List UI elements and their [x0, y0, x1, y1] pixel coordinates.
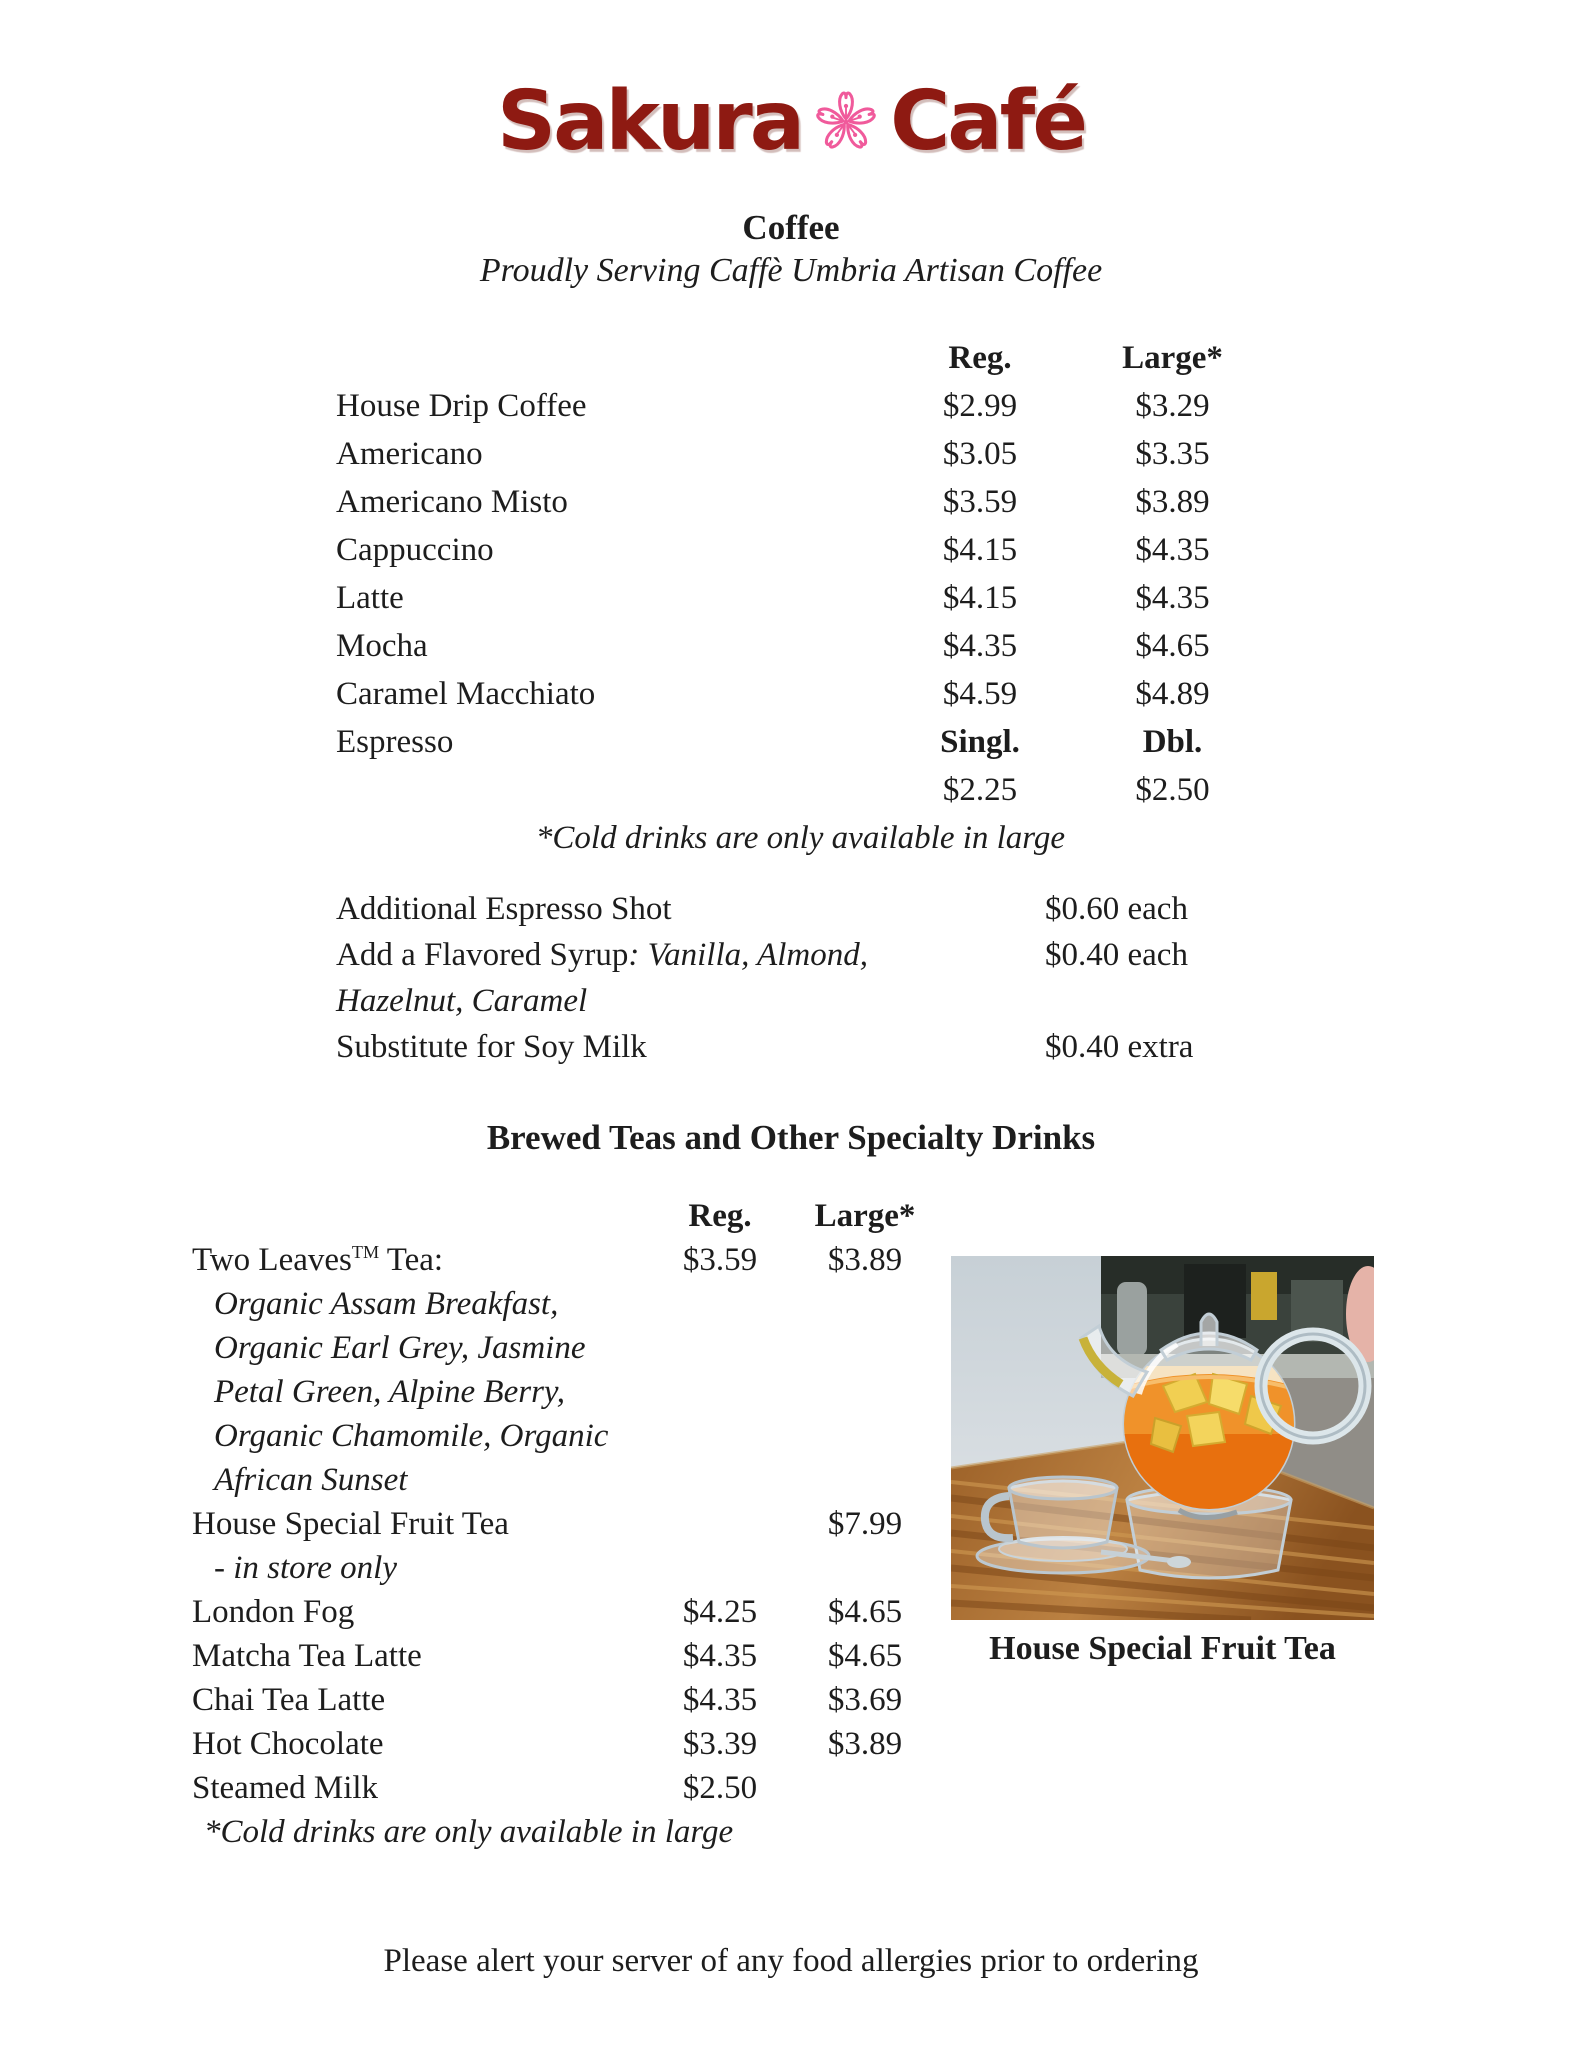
brand-logo	[0, 74, 1582, 169]
teas-section-title: Brewed Teas and Other Specialty Drinks	[486, 1118, 1096, 1157]
menu-item-row	[192, 1678, 930, 1722]
tea-variety-row	[192, 1458, 930, 1502]
item-name: Caramel Macchiato	[336, 675, 596, 712]
tea-variety-row	[192, 1282, 930, 1326]
item-price-large: $3.89	[827, 1725, 903, 1762]
item-price-reg: $2.50	[682, 1769, 758, 1806]
extra-label: Add a Flavored Syrup: Vanilla, Almond,	[336, 936, 868, 973]
fruit-tea-note-row	[192, 1546, 930, 1590]
item-name: London Fog	[192, 1593, 355, 1630]
item-name: Espresso	[336, 723, 454, 760]
item-price-reg: $3.05	[942, 435, 1018, 472]
menu-item-row	[336, 670, 1265, 718]
extra-price: $0.40 each	[1045, 936, 1188, 973]
tea-variety: Petal Green, Alpine Berry,	[214, 1373, 565, 1410]
espresso-row	[336, 718, 1265, 766]
menu-item-row	[336, 526, 1265, 574]
coffee-price-table	[336, 334, 1265, 862]
tea-variety-row	[192, 1414, 930, 1458]
coffee-section-subtitle: Proudly Serving Caffè Umbria Artisan Coffee	[479, 252, 1103, 289]
item-name: House Drip Coffee	[336, 387, 587, 424]
item-price-large: $3.29	[1135, 387, 1210, 424]
item-price-reg: $4.35	[682, 1637, 758, 1674]
coffee-section-title: Coffee	[742, 208, 840, 247]
menu-item-row	[336, 574, 1265, 622]
in-store-only-note: - in store only	[214, 1549, 397, 1586]
tea-variety: Organic Assam Breakfast,	[214, 1285, 559, 1322]
item-name: Two Leaves™ Tea:	[192, 1241, 444, 1278]
espresso-price-double: $2.50	[1135, 771, 1210, 808]
item-price-large: $3.35	[1135, 435, 1210, 472]
menu-item-row	[192, 1634, 930, 1678]
allergy-notice: Please alert your server of any food allergies prior to ordering	[383, 1943, 1199, 1979]
column-header-large: Large*	[814, 1197, 916, 1234]
column-header-singl: Singl.	[940, 723, 1020, 760]
item-price-reg: $4.59	[942, 675, 1018, 712]
item-price-reg: $4.15	[942, 531, 1018, 568]
brand-name-left: Sakura	[497, 74, 803, 169]
fruit-tea-photo-image	[951, 1256, 1374, 1620]
cold-drinks-note: *Cold drinks are only available in large	[204, 1814, 734, 1850]
photo-caption: House Special Fruit Tea	[989, 1630, 1336, 1667]
trademark-superscript: TM	[351, 1241, 380, 1262]
coffee-extras-list	[336, 886, 1386, 1070]
tea-variety-row	[192, 1370, 930, 1414]
column-header-dbl: Dbl.	[1142, 723, 1203, 760]
menu-item-row	[192, 1590, 930, 1634]
item-name: House Special Fruit Tea	[192, 1505, 509, 1542]
menu-item-row	[192, 1502, 930, 1546]
item-price-reg: $4.35	[942, 627, 1018, 664]
extra-label-flavors: : Vanilla, Almond,	[628, 936, 868, 973]
item-price-large: $3.89	[1135, 483, 1210, 520]
item-price-large: $4.65	[827, 1593, 903, 1630]
item-price-reg: $3.59	[942, 483, 1018, 520]
item-price-large: $4.89	[1135, 675, 1210, 712]
item-price-reg: $3.39	[682, 1725, 758, 1762]
item-name: Steamed Milk	[192, 1769, 379, 1806]
tea-price-table	[192, 1194, 930, 1854]
tea-variety-row	[192, 1326, 930, 1370]
item-price-large: $3.89	[827, 1241, 903, 1278]
sakura-blossom-icon	[808, 84, 884, 160]
item-price-large: $3.69	[827, 1681, 903, 1718]
tea-variety: Organic Chamomile, Organic	[214, 1417, 609, 1454]
item-name: Latte	[336, 579, 404, 616]
item-price-reg: $4.15	[942, 579, 1018, 616]
item-price-large: $7.99	[827, 1505, 903, 1542]
menu-item-row	[336, 622, 1265, 670]
item-name: Americano Misto	[336, 483, 568, 520]
extra-price: $0.40 extra	[1045, 1028, 1194, 1065]
menu-item-row	[192, 1238, 930, 1282]
item-name: Hot Chocolate	[192, 1725, 384, 1762]
extra-row-continued	[336, 978, 1386, 1024]
extra-label-flavors-line2: Hazelnut, Caramel	[336, 982, 588, 1019]
column-header-reg: Reg.	[948, 339, 1012, 376]
extra-row	[336, 932, 1386, 978]
cold-drinks-note: *Cold drinks are only available in large	[535, 820, 1066, 856]
item-name: Americano	[336, 435, 483, 472]
item-name: Mocha	[336, 627, 428, 664]
item-price-reg: $2.99	[942, 387, 1018, 424]
item-price-large: $4.35	[1135, 531, 1210, 568]
menu-item-row	[192, 1722, 930, 1766]
extra-label: Additional Espresso Shot	[336, 890, 672, 927]
extra-row	[336, 886, 1386, 932]
item-name: Chai Tea Latte	[192, 1681, 386, 1718]
brand-name-right: Café	[890, 74, 1085, 169]
menu-item-row	[336, 478, 1265, 526]
espresso-price-single: $2.25	[942, 771, 1018, 808]
extra-row	[336, 1024, 1386, 1070]
menu-item-row	[192, 1766, 930, 1810]
item-name: Cappuccino	[336, 531, 494, 568]
column-header-large: Large*	[1122, 339, 1223, 376]
item-price-reg: $3.59	[682, 1241, 758, 1278]
tea-table-header	[192, 1194, 930, 1238]
item-price-large: $4.65	[827, 1637, 903, 1674]
menu-item-row	[336, 382, 1265, 430]
tea-variety: African Sunset	[214, 1461, 408, 1498]
item-price-large: $4.65	[1135, 627, 1210, 664]
extra-price: $0.60 each	[1045, 890, 1188, 927]
fruit-tea-photo	[951, 1256, 1374, 1668]
tea-variety: Organic Earl Grey, Jasmine	[214, 1329, 586, 1366]
espresso-price-row	[336, 766, 1265, 814]
item-price-large: $4.35	[1135, 579, 1210, 616]
coffee-table-header	[336, 334, 1265, 382]
column-header-reg: Reg.	[688, 1197, 752, 1234]
extra-label: Substitute for Soy Milk	[336, 1028, 647, 1065]
item-price-reg: $4.25	[682, 1593, 758, 1630]
item-price-reg: $4.35	[682, 1681, 758, 1718]
item-name: Matcha Tea Latte	[192, 1637, 422, 1674]
menu-item-row	[336, 430, 1265, 478]
